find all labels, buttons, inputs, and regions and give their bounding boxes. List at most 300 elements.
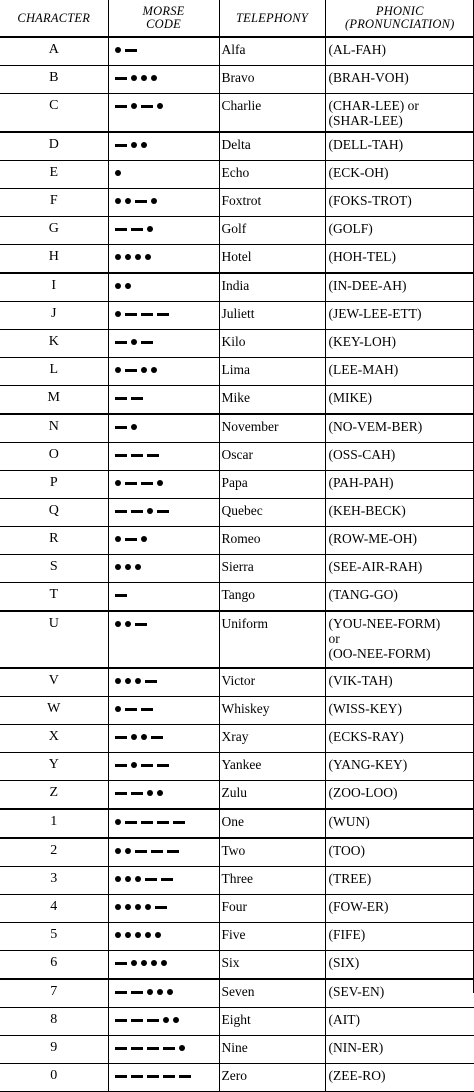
telephony-cell: Uniform <box>219 611 325 668</box>
phonic-cell <box>325 1035 474 1063</box>
morse-dash-icon <box>115 105 127 108</box>
phonic-line: or <box>329 631 474 646</box>
phonic-cell <box>325 329 474 357</box>
telephony-cell: Alfa <box>219 37 325 66</box>
morse-code-cell <box>108 301 219 329</box>
morse-code-cell <box>108 273 219 302</box>
morse-code-cell <box>108 414 219 443</box>
morse-dash-icon <box>141 313 153 316</box>
character-cell: 5 <box>0 922 108 950</box>
phonic-cell <box>325 244 474 273</box>
telephony-cell: Romeo <box>219 526 325 554</box>
telephony-cell: Zero <box>219 1063 325 1091</box>
table-row <box>0 780 474 809</box>
telephony-cell: Mike <box>219 385 325 414</box>
morse-dot-icon <box>125 932 131 938</box>
phonic-cell <box>325 1007 474 1035</box>
character-cell: 1 <box>0 809 108 838</box>
morse-code-cell <box>108 780 219 809</box>
morse-dot-icon <box>125 876 131 882</box>
phonic-cell <box>325 132 474 161</box>
morse-dot-icon <box>131 424 137 430</box>
morse-dash-icon <box>147 1019 159 1022</box>
table-row <box>0 244 474 273</box>
telephony-cell: Sierra <box>219 554 325 582</box>
morse-dot-icon <box>157 480 163 486</box>
phonic-cell <box>325 301 474 329</box>
morse-code-cell <box>108 94 219 132</box>
phonic-line: (MIKE) <box>329 390 474 405</box>
morse-dot-icon <box>147 508 153 514</box>
morse-dash-icon <box>115 1075 127 1078</box>
character-cell: 9 <box>0 1035 108 1063</box>
phonic-cell <box>325 66 474 94</box>
morse-dash-icon <box>125 708 137 711</box>
table-row <box>0 301 474 329</box>
phonic-cell <box>325 470 474 498</box>
morse-dash-icon <box>115 341 127 344</box>
character-cell: G <box>0 216 108 244</box>
table-row <box>0 838 474 867</box>
telephony-cell: Zulu <box>219 780 325 809</box>
morse-dash-icon <box>115 77 127 80</box>
phonic-line: (ZEE-RO) <box>329 1068 474 1083</box>
morse-dot-icon <box>157 790 163 796</box>
telephony-cell: Two <box>219 838 325 867</box>
morse-code-cell <box>108 1035 219 1063</box>
morse-dot-icon <box>161 960 167 966</box>
morse-code-cell <box>108 668 219 697</box>
morse-dash-icon <box>125 49 137 52</box>
telephony-cell: Nine <box>219 1035 325 1063</box>
morse-dot-icon <box>151 960 157 966</box>
table-row <box>0 66 474 94</box>
phonic-cell <box>325 414 474 443</box>
morse-dot-icon <box>115 311 121 317</box>
morse-dash-icon <box>161 878 173 881</box>
morse-dash-icon <box>145 878 157 881</box>
morse-dash-icon <box>115 228 127 231</box>
phonic-line: (NO-VEM-BER) <box>329 419 474 434</box>
telephony-cell: November <box>219 414 325 443</box>
phonic-cell <box>325 611 474 668</box>
phonic-line: (SEE-AIR-RAH) <box>329 559 474 574</box>
morse-dash-icon <box>141 341 153 344</box>
telephony-cell: Charlie <box>219 94 325 132</box>
morse-dash-icon <box>179 1075 191 1078</box>
morse-code-cell <box>108 385 219 414</box>
morse-dot-icon <box>115 678 121 684</box>
phonic-line: (VIK-TAH) <box>329 673 474 688</box>
phonic-line: (OO-NEE-FORM) <box>329 646 474 661</box>
morse-dash-icon <box>115 1019 127 1022</box>
phonic-line: (ECK-OH) <box>329 165 474 180</box>
morse-dot-icon <box>125 678 131 684</box>
morse-dash-icon <box>147 1075 159 1078</box>
morse-dot-icon <box>147 989 153 995</box>
morse-dash-icon <box>131 1019 143 1022</box>
phonic-line: (CHAR-LEE) or <box>329 98 474 113</box>
phonic-line: (YANG-KEY) <box>329 757 474 772</box>
morse-code-cell <box>108 442 219 470</box>
character-cell: C <box>0 94 108 132</box>
phonic-line: (ECKS-RAY) <box>329 729 474 744</box>
morse-dash-icon <box>145 680 157 683</box>
morse-dot-icon <box>147 226 153 232</box>
morse-dash-icon <box>141 482 153 485</box>
table-row <box>0 554 474 582</box>
morse-dot-icon <box>115 706 121 712</box>
table-row <box>0 894 474 922</box>
phonic-line: (AL-FAH) <box>329 42 474 57</box>
morse-dash-icon <box>115 991 127 994</box>
morse-dot-icon <box>115 932 121 938</box>
morse-dash-icon <box>125 821 137 824</box>
phonic-cell <box>325 780 474 809</box>
table-row <box>0 526 474 554</box>
morse-dash-icon <box>157 313 169 316</box>
morse-code-cell <box>108 526 219 554</box>
morse-dot-icon <box>125 904 131 910</box>
telephony-cell: Whiskey <box>219 696 325 724</box>
morse-dot-icon <box>125 621 131 627</box>
morse-dot-icon <box>131 339 137 345</box>
morse-dot-icon <box>115 198 121 204</box>
character-cell: R <box>0 526 108 554</box>
morse-code-cell <box>108 894 219 922</box>
morse-dot-icon <box>141 367 147 373</box>
table-row <box>0 329 474 357</box>
character-cell: I <box>0 273 108 302</box>
telephony-cell: India <box>219 273 325 302</box>
phonic-line: (TANG-GO) <box>329 587 474 602</box>
morse-code-cell <box>108 1007 219 1035</box>
morse-dash-icon <box>155 906 167 909</box>
character-cell: B <box>0 66 108 94</box>
table-row <box>0 1035 474 1063</box>
morse-code-cell <box>108 752 219 780</box>
morse-dot-icon <box>115 254 121 260</box>
morse-dash-icon <box>115 426 127 429</box>
character-cell: W <box>0 696 108 724</box>
phonic-cell <box>325 498 474 526</box>
morse-code-cell <box>108 696 219 724</box>
table-row <box>0 188 474 216</box>
morse-dot-icon <box>145 932 151 938</box>
morse-dot-icon <box>151 367 157 373</box>
phonic-line: (KEY-LOH) <box>329 334 474 349</box>
morse-dash-icon <box>131 792 143 795</box>
morse-code-cell <box>108 329 219 357</box>
morse-dot-icon <box>125 254 131 260</box>
phonic-cell <box>325 922 474 950</box>
table-row <box>0 132 474 161</box>
morse-dot-icon <box>157 989 163 995</box>
morse-dash-icon <box>163 1047 175 1050</box>
phonic-line: (YOU-NEE-FORM) <box>329 616 474 631</box>
morse-dash-icon <box>115 962 127 965</box>
character-cell: 7 <box>0 979 108 1008</box>
morse-dash-icon <box>131 510 143 513</box>
morse-dot-icon <box>179 1045 185 1051</box>
morse-dot-icon <box>115 876 121 882</box>
morse-dash-icon <box>157 764 169 767</box>
character-cell: 3 <box>0 866 108 894</box>
phonic-cell <box>325 752 474 780</box>
phonic-cell <box>325 724 474 752</box>
morse-dot-icon <box>141 734 147 740</box>
table-row <box>0 724 474 752</box>
character-cell: L <box>0 357 108 385</box>
morse-dot-icon <box>135 904 141 910</box>
morse-code-cell <box>108 809 219 838</box>
phonic-line: (AIT) <box>329 1012 474 1027</box>
phonic-line: (SHAR-LEE) <box>329 113 474 128</box>
telephony-cell: Oscar <box>219 442 325 470</box>
morse-dot-icon <box>115 621 121 627</box>
morse-dot-icon <box>125 848 131 854</box>
phonic-line: (WUN) <box>329 814 474 829</box>
morse-code-cell <box>108 244 219 273</box>
morse-code-cell <box>108 582 219 611</box>
telephony-cell: Kilo <box>219 329 325 357</box>
morse-dash-icon <box>115 454 127 457</box>
table-row <box>0 611 474 668</box>
morse-dash-icon <box>125 482 137 485</box>
character-cell: H <box>0 244 108 273</box>
morse-code-cell <box>108 357 219 385</box>
phonic-line: (FIFE) <box>329 927 474 942</box>
table-row <box>0 582 474 611</box>
table-row <box>0 357 474 385</box>
header-telephony: TELEPHONY <box>219 0 325 37</box>
character-cell: J <box>0 301 108 329</box>
phonic-line: (KEH-BECK) <box>329 503 474 518</box>
phonic-line: (WISS-KEY) <box>329 701 474 716</box>
phonic-cell <box>325 526 474 554</box>
telephony-cell: One <box>219 809 325 838</box>
character-cell: K <box>0 329 108 357</box>
morse-code-cell <box>108 922 219 950</box>
morse-dash-icon <box>135 623 147 626</box>
telephony-cell: Six <box>219 950 325 979</box>
telephony-cell: Lima <box>219 357 325 385</box>
telephony-cell: Xray <box>219 724 325 752</box>
character-cell: 6 <box>0 950 108 979</box>
header-character: CHARACTER <box>0 0 108 37</box>
morse-dash-icon <box>163 1075 175 1078</box>
phonic-cell <box>325 554 474 582</box>
morse-dot-icon <box>135 876 141 882</box>
morse-dot-icon <box>151 198 157 204</box>
phonic-line: (TOO) <box>329 843 474 858</box>
phonic-line: (PAH-PAH) <box>329 475 474 490</box>
morse-dot-icon <box>115 367 121 373</box>
phonic-cell <box>325 273 474 302</box>
morse-dot-icon <box>157 103 163 109</box>
character-cell: M <box>0 385 108 414</box>
phonic-cell <box>325 894 474 922</box>
morse-code-cell <box>108 1063 219 1091</box>
morse-dot-icon <box>131 75 137 81</box>
morse-code-cell <box>108 66 219 94</box>
phonic-cell <box>325 216 474 244</box>
morse-dot-icon <box>125 564 131 570</box>
phonic-cell <box>325 442 474 470</box>
morse-dash-icon <box>141 708 153 711</box>
morse-dot-icon <box>131 103 137 109</box>
phonic-cell <box>325 37 474 66</box>
table-row <box>0 1063 474 1091</box>
character-cell: U <box>0 611 108 668</box>
telephony-cell: Seven <box>219 979 325 1008</box>
morse-dash-icon <box>151 850 163 853</box>
morse-dash-icon <box>115 397 127 400</box>
morse-dot-icon <box>115 536 121 542</box>
telephony-cell: Hotel <box>219 244 325 273</box>
morse-dot-icon <box>173 1017 179 1023</box>
morse-dot-icon <box>141 536 147 542</box>
morse-code-cell <box>108 866 219 894</box>
character-cell: D <box>0 132 108 161</box>
table-body <box>0 37 474 1091</box>
table-row <box>0 94 474 132</box>
morse-dash-icon <box>141 764 153 767</box>
character-cell: F <box>0 188 108 216</box>
table-row <box>0 866 474 894</box>
phonic-line: (GOLF) <box>329 221 474 236</box>
telephony-cell: Victor <box>219 668 325 697</box>
phonic-line: (DELL-TAH) <box>329 137 474 152</box>
morse-code-cell <box>108 611 219 668</box>
morse-dash-icon <box>135 850 147 853</box>
telephony-cell: Foxtrot <box>219 188 325 216</box>
phonic-cell <box>325 385 474 414</box>
morse-dot-icon <box>131 762 137 768</box>
phonic-line: (JEW-LEE-ETT) <box>329 306 474 321</box>
morse-dot-icon <box>131 142 137 148</box>
morse-code-cell <box>108 554 219 582</box>
telephony-cell: Golf <box>219 216 325 244</box>
morse-dash-icon <box>125 313 137 316</box>
morse-dot-icon <box>135 678 141 684</box>
morse-code-cell <box>108 160 219 188</box>
table-row <box>0 752 474 780</box>
table-row <box>0 160 474 188</box>
phonic-line: (FOKS-TROT) <box>329 193 474 208</box>
telephony-cell: Three <box>219 866 325 894</box>
table-row <box>0 922 474 950</box>
morse-dot-icon <box>115 170 121 176</box>
morse-dash-icon <box>151 736 163 739</box>
morse-dot-icon <box>115 904 121 910</box>
telephony-cell: Echo <box>219 160 325 188</box>
morse-dot-icon <box>135 932 141 938</box>
morse-code-cell <box>108 37 219 66</box>
telephony-cell: Yankee <box>219 752 325 780</box>
morse-dash-icon <box>115 594 127 597</box>
morse-dot-icon <box>115 283 121 289</box>
morse-dash-icon <box>147 1047 159 1050</box>
telephony-cell: Tango <box>219 582 325 611</box>
character-cell: 4 <box>0 894 108 922</box>
telephony-cell: Papa <box>219 470 325 498</box>
table-row <box>0 470 474 498</box>
phonic-line: (FOW-ER) <box>329 899 474 914</box>
morse-dash-icon <box>131 1047 143 1050</box>
morse-dot-icon <box>145 254 151 260</box>
phonic-cell <box>325 160 474 188</box>
phonic-cell <box>325 1063 474 1091</box>
morse-code-cell <box>108 188 219 216</box>
morse-code-cell <box>108 838 219 867</box>
phonic-line: (ZOO-LOO) <box>329 785 474 800</box>
phonic-line: (LEE-MAH) <box>329 362 474 377</box>
morse-dash-icon <box>115 792 127 795</box>
character-cell: 2 <box>0 838 108 867</box>
phonic-line: (ROW-ME-OH) <box>329 531 474 546</box>
character-cell: V <box>0 668 108 697</box>
phonic-line: (HOH-TEL) <box>329 249 474 264</box>
morse-dot-icon <box>115 480 121 486</box>
phonic-line: (SEV-EN) <box>329 984 474 999</box>
character-cell: Z <box>0 780 108 809</box>
morse-dot-icon <box>115 47 121 53</box>
morse-dot-icon <box>155 932 161 938</box>
morse-dash-icon <box>147 454 159 457</box>
morse-dot-icon <box>141 75 147 81</box>
table-row <box>0 696 474 724</box>
table-row <box>0 1007 474 1035</box>
table-row <box>0 498 474 526</box>
morse-code-cell <box>108 470 219 498</box>
morse-dot-icon <box>115 564 121 570</box>
character-cell: Q <box>0 498 108 526</box>
morse-dash-icon <box>115 510 127 513</box>
morse-dash-icon <box>141 821 153 824</box>
character-cell: 8 <box>0 1007 108 1035</box>
morse-dash-icon <box>157 821 169 824</box>
morse-dash-icon <box>167 850 179 853</box>
phonic-cell <box>325 950 474 979</box>
morse-dash-icon <box>135 200 147 203</box>
character-cell: P <box>0 470 108 498</box>
phonic-line: (TREE) <box>329 871 474 886</box>
phonic-cell <box>325 188 474 216</box>
morse-dash-icon <box>173 821 185 824</box>
phonic-cell <box>325 809 474 838</box>
telephony-cell: Delta <box>219 132 325 161</box>
morse-dot-icon <box>147 790 153 796</box>
character-cell: E <box>0 160 108 188</box>
telephony-cell: Quebec <box>219 498 325 526</box>
morse-code-cell <box>108 498 219 526</box>
table-row <box>0 950 474 979</box>
phonic-line: (NIN-ER) <box>329 1040 474 1055</box>
telephony-cell: Five <box>219 922 325 950</box>
table-row <box>0 37 474 66</box>
morse-dot-icon <box>145 904 151 910</box>
morse-dash-icon <box>131 1075 143 1078</box>
morse-dot-icon <box>135 254 141 260</box>
telephony-cell: Four <box>219 894 325 922</box>
morse-dash-icon <box>131 454 143 457</box>
phonic-cell <box>325 357 474 385</box>
morse-code-cell <box>108 132 219 161</box>
table-row <box>0 668 474 697</box>
character-cell: T <box>0 582 108 611</box>
phonic-cell <box>325 94 474 132</box>
